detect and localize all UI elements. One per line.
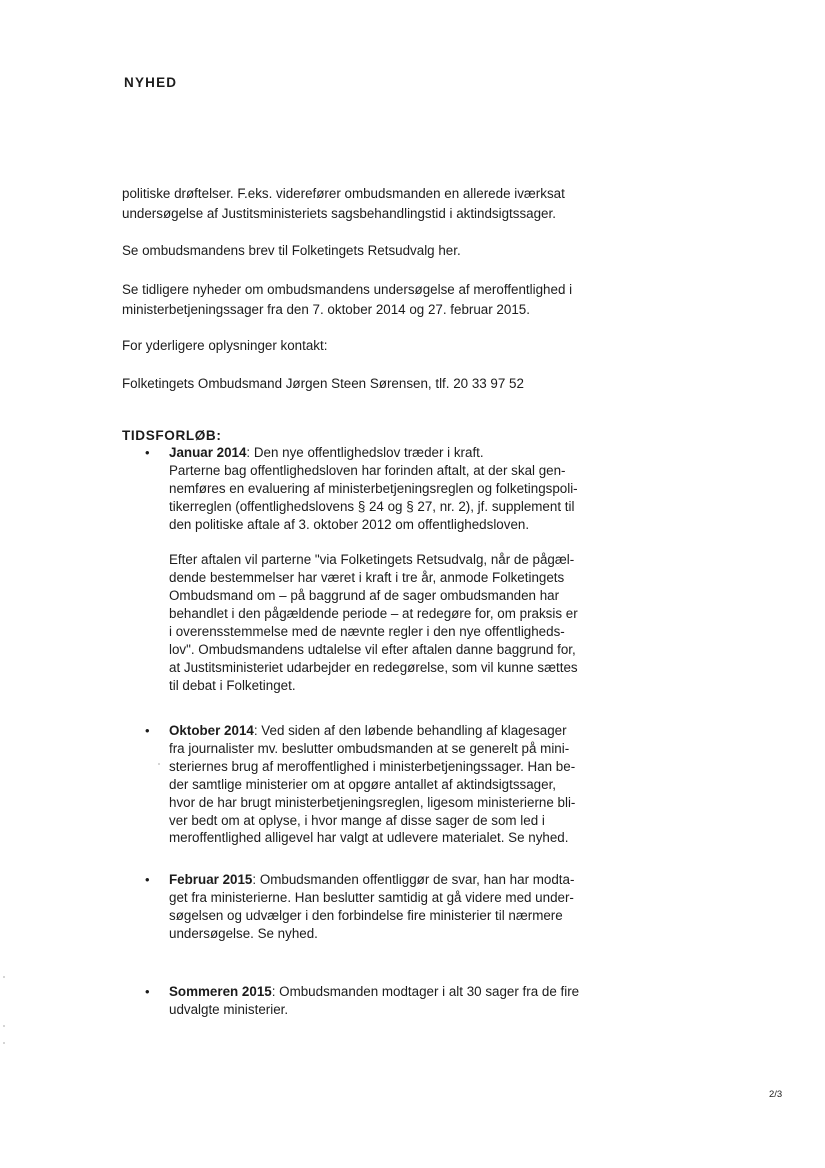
text-line: Parterne bag offentlighedsloven har forinden aftalt, at der skal gen- xyxy=(169,462,566,478)
paragraph-contact-intro xyxy=(122,336,592,356)
timeline-item-date: Februar 2015 xyxy=(169,872,253,887)
text-line: : Ombudsmanden modtager i alt 30 sager fra de fire xyxy=(271,984,580,999)
text-line: ver bedt om at oplyse, i hvor mange af disse sager de som led i xyxy=(169,812,545,828)
text-line: Efter aftalen vil parterne "via Folketingets Retsudvalg, når de pågæl- xyxy=(169,552,575,568)
text-line: søgelsen og udvælger i den forbindelse fire ministerier til nærmere xyxy=(169,907,563,923)
text-line: den politiske aftale af 3. oktober 2012 om offentlighedsloven. xyxy=(169,516,530,532)
paragraph-letter-link xyxy=(122,241,592,261)
text-line: Se ombudsmandens brev til Folketingets Retsudvalg her. xyxy=(122,243,461,258)
timeline-item-text xyxy=(169,983,589,1019)
timeline-item-body xyxy=(169,722,589,847)
timeline-item-text xyxy=(169,444,589,534)
paragraph-contact-person xyxy=(122,374,592,394)
text-line: meroffentlighed alligevel har valgt at udlevere materialet. Se nyhed. xyxy=(169,830,569,846)
page-number: 2/3 xyxy=(769,1089,783,1100)
text-line: at Justitsministeriet udarbejder en redegørelse, som vil kunne sættes xyxy=(169,659,578,675)
text-line: undersøgelse. Se nyhed. xyxy=(169,925,318,941)
text-line: get fra ministerierne. Han beslutter samtidig at gå videre med under- xyxy=(169,889,574,905)
timeline-item-date: Sommeren 2015 xyxy=(169,984,272,999)
bullet-icon: • xyxy=(145,445,150,460)
text-line: : Ombudsmanden offentliggør de svar, han har modta- xyxy=(252,872,575,887)
text-line: : Den nye offentlighedslov træder i kraft. xyxy=(246,445,484,460)
scan-artifact xyxy=(3,976,5,978)
timeline-item-text xyxy=(169,722,589,847)
text-line: Se tidligere nyheder om ombudsmandens undersøgelse af meroffentlighed i xyxy=(122,282,573,297)
text-line: lov". Ombudsmandens udtalelse vil efter aftalen danne baggrund for, xyxy=(169,641,576,657)
paragraph-previous-news xyxy=(122,280,592,319)
timeline-item-date: Oktober 2014 xyxy=(169,723,254,738)
timeline-item-date: Januar 2014 xyxy=(169,445,247,460)
text-line: hvor de har brugt ministerbetjeningsreglen, ligesom ministerierne bli- xyxy=(169,794,576,810)
text-line: : Ved siden af den løbende behandling af klagesager xyxy=(253,723,567,738)
text-line: i overensstemmelse med de nævnte regler i den nye offentligheds- xyxy=(169,624,565,640)
text-line: steriernes brug af meroffentlighed i ministerbetjeningssager. Han be- xyxy=(169,758,576,774)
timeline-item-body xyxy=(169,444,589,695)
timeline-item-extra-paragraph xyxy=(169,551,589,694)
text-line: Ombudsmand om – på baggrund af de sager ombudsmanden har xyxy=(169,588,560,604)
text-line: Folketingets Ombudsmand Jørgen Steen Sørensen, tlf. 20 33 97 52 xyxy=(122,376,524,391)
text-line: For yderligere oplysninger kontakt: xyxy=(122,338,328,353)
paragraph-followup-investigation xyxy=(122,184,592,223)
text-line: fra journalister mv. beslutter ombudsmanden at se generelt på mini- xyxy=(169,740,570,756)
text-line: ministerbetjeningssager fra den 7. oktober 2014 og 27. februar 2015. xyxy=(122,301,530,317)
timeline-title: TIDSFORLØB: xyxy=(122,428,222,443)
text-line: tikerreglen (offentlighedslovens § 24 og § 27, nr. 2), jf. supplement til xyxy=(169,498,575,514)
scan-artifact xyxy=(3,1042,5,1044)
text-line: nemføres en evaluering af ministerbetjeningsreglen og folketingspoli- xyxy=(169,480,578,496)
scan-artifact xyxy=(158,763,160,765)
timeline-item-body xyxy=(169,983,589,1019)
text-line: politiske drøftelser. F.eks. viderefører ombudsmanden en allerede iværksat xyxy=(122,186,565,201)
scan-artifact xyxy=(3,1025,5,1027)
text-line: der samtlige ministerier om at opgøre antallet af aktindsigtssager, xyxy=(169,776,557,792)
timeline-item-body xyxy=(169,871,589,943)
header-label: NYHED xyxy=(124,75,178,90)
text-line: undersøgelse af Justitsministeriets sagsbehandlingstid i aktindsigtssager. xyxy=(122,205,556,221)
text-line: behandlet i den pågældende periode – at redegøre for, om praksis er xyxy=(169,606,578,622)
bullet-icon: • xyxy=(145,872,150,887)
text-line: dende bestemmelser har været i kraft i tre år, anmode Folketingets xyxy=(169,570,565,586)
bullet-icon: • xyxy=(145,984,150,999)
text-line: udvalgte ministerier. xyxy=(169,1001,289,1017)
bullet-icon: • xyxy=(145,723,150,738)
timeline-item-text xyxy=(169,871,589,943)
text-line: til debat i Folketinget. xyxy=(169,677,296,693)
